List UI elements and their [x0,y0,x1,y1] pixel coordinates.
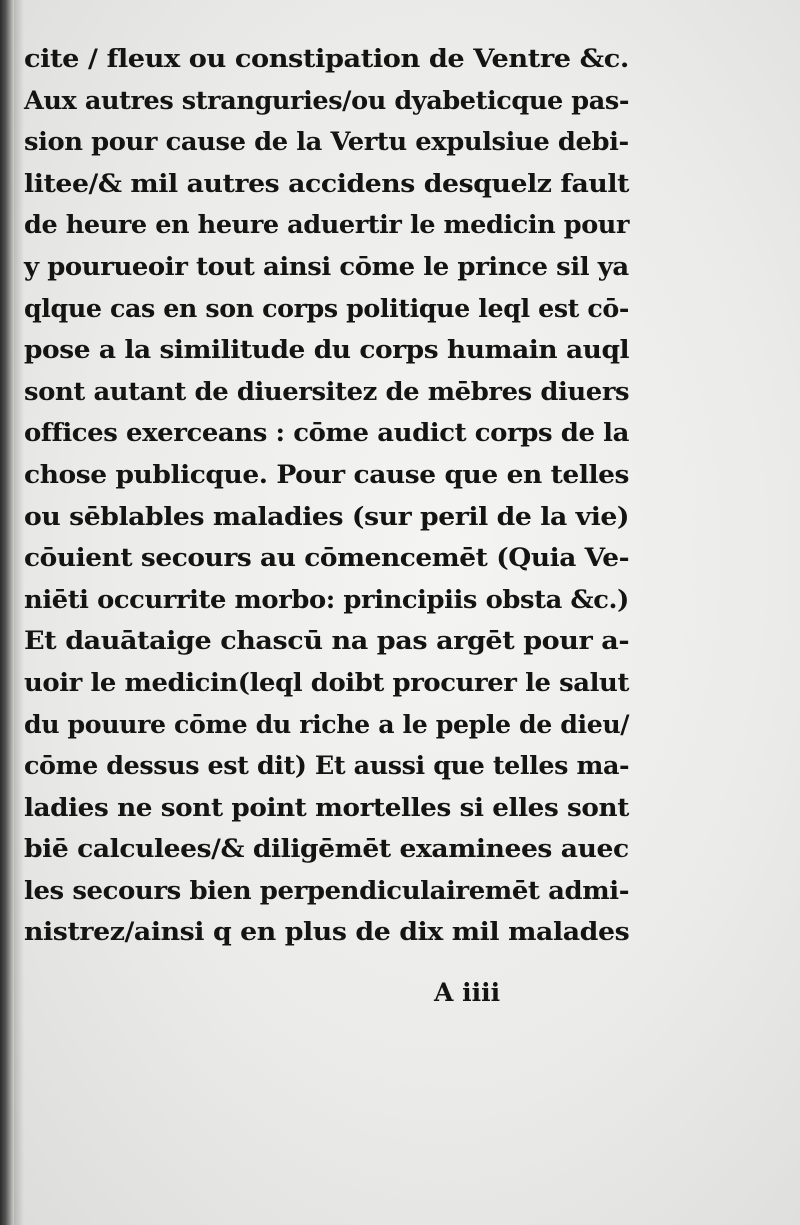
text-line: chose publicque. Pour cause que en telles [24,459,630,489]
text-line: sion pour cause de la Vertu expulsiue debi- [24,127,629,157]
text-line: sont autant de diuersitez de mēbres diuers [24,376,630,406]
text-line: uoir le medicin(leql doibt procurer le salut [24,667,630,697]
text-line: de heure en heure aduertir le medicin pour [24,210,630,240]
text-line: du pouure cōme du riche a le peple de dieu/ [24,709,630,739]
text-line: les secours bien perpendiculairemēt admi- [24,875,630,905]
text-line: cōme dessus est dit) Et aussi que telles ma- [24,751,630,781]
text-line: pose a la similitude du corps humain auql [24,335,630,365]
text-line: Aux autres stranguries/ou dyabeticque pas- [24,85,630,115]
page-gutter [0,0,14,1225]
text-line: cōuient secours au cōmencemēt (Quia Ve- [24,543,630,573]
text-line: biē calculees/& diligēmēt examinees auec [24,834,629,864]
text-line: offices exerceans : cōme audict corps de la [24,418,629,448]
text-line: nistrez/ainsi q en plus de dix mil malades [24,917,630,947]
spine-shadow [14,0,24,1225]
text-line: ladies ne sont point mortelles si elles sont [24,792,629,822]
signature-mark: A iiii [434,978,501,1007]
text-line: litee/& mil autres accidens desquelz fault [24,168,630,198]
text-line: qlque cas en son corps politique leql est cō- [24,293,630,323]
text-line: cite / fleux ou constipation de Ventre &c. [24,44,629,73]
text-block [24,38,644,953]
text-line: Et dauātaige chascū na pas argēt pour a- [24,626,630,656]
text-line: y pourueoir tout ainsi cōme le prince sil ya [24,251,629,281]
text-line: niēti occurrite morbo: principiis obsta &c.) [24,584,629,614]
text-line: ou sēblables maladies (sur peril de la vie) [24,501,630,531]
